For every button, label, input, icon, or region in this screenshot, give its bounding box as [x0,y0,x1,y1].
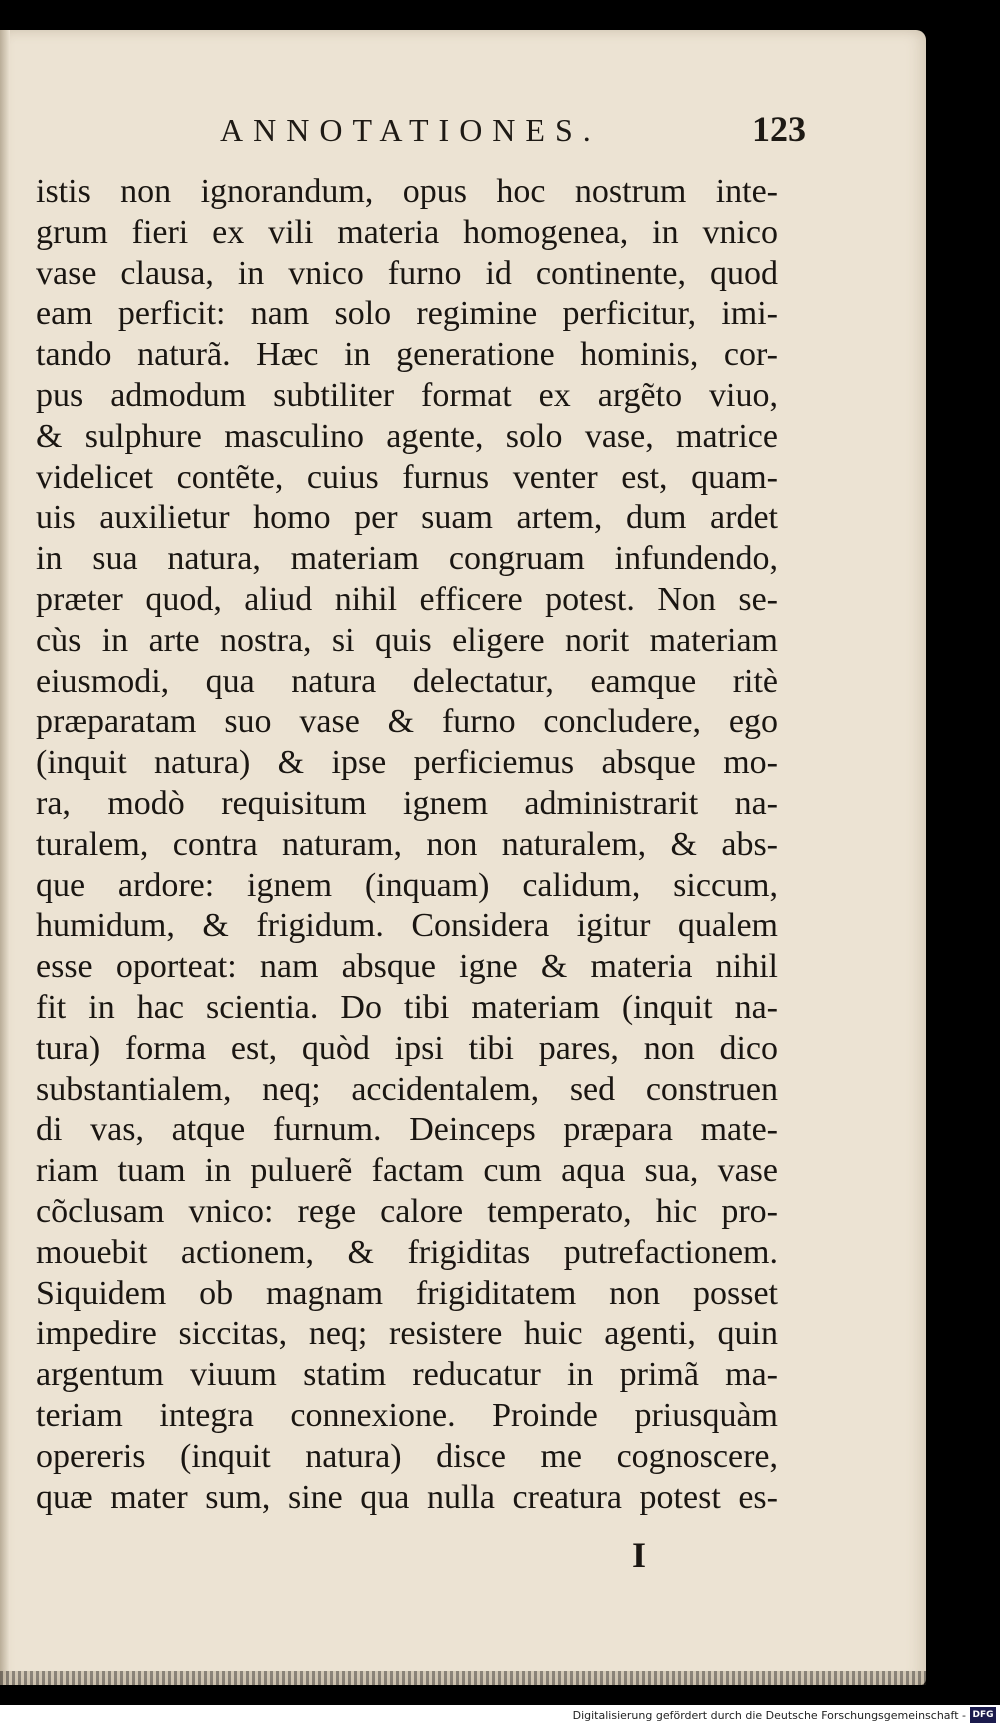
text-line: argentum viuum statim reducatur in primã ma- [36,1356,778,1394]
text-line: vase clausa, in vnico furno id continente, quod [36,254,778,292]
text-line: cõclusam vnico: rege calore temperato, hic pro- [36,1192,778,1230]
text-line: eiusmodi, qua natura delectatur, eamque ritè [36,662,778,700]
catchword: I [632,1535,647,1575]
text-line: opereris (inquit natura) disce me cognoscere, [36,1437,778,1475]
page-edge [0,1671,926,1685]
text-line: ra, modò requisitum ignem administrarit na- [36,784,778,822]
dfg-logo: DFG [970,1707,996,1723]
text-line: eam perficit: nam solo regimine perficitur, imi- [36,295,778,333]
page-header [0,109,926,172]
page-number: 123 [752,109,806,149]
text-line: præparatam suo vase & furno concludere, ego [36,703,778,741]
text-line: substantialem, neq; accidentalem, sed construen [36,1070,778,1108]
text-line: uis auxilietur homo per suam artem, dum ardet [36,499,778,537]
text-line: videlicet contẽte, cuius furnus venter est, quam- [36,458,778,496]
text-line: præter quod, aliud nihil efficere potest. Non se- [36,580,778,618]
text-line: (inquit natura) & ipse perficiemus absque mo- [36,744,778,782]
body-text [36,172,778,1518]
book-page [0,30,926,1685]
text-line: riam tuam in puluerẽ factam cum aqua sua, vase [36,1152,778,1190]
text-line: humidum, & frigidum. Considera igitur qualem [36,907,778,945]
text-line: Siquidem ob magnam frigiditatem non posset [36,1274,778,1312]
text-line: tura) forma est, quòd ipsi tibi pares, non dico [36,1029,778,1067]
text-line: mouebit actionem, & frigiditas putrefactionem. [36,1233,778,1271]
text-line: impedire siccitas, neq; resistere huic agenti, quin [36,1315,778,1353]
text-line: turalem, contra naturam, non naturalem, & abs- [36,825,778,863]
text-line: in sua natura, materiam congruam infundendo, [36,540,778,578]
text-line: tando naturã. Hæc in generatione hominis, cor- [36,336,778,374]
text-line: di vas, atque furnum. Deinceps præpara mate- [36,1111,778,1149]
text-line: cùs in arte nostra, si quis eligere norit materiam [36,621,778,659]
text-line: istis non ignorandum, opus hoc nostrum inte- [36,173,778,210]
text-line: que ardore: ignem (inquam) calidum, siccum, [36,866,778,904]
text-line: fit in hac scientia. Do tibi materiam (inquit na- [36,988,778,1026]
text-line: quæ mater sum, sine qua nulla creatura potest es- [36,1478,778,1516]
text-line: esse oporteat: nam absque igne & materia nihil [36,948,778,986]
text-line: teriam integra connexione. Proinde priusquàm [36,1396,778,1434]
page-gutter [0,30,10,1685]
text-line: grum fieri ex vili materia homogenea, in vnico [36,213,778,251]
digitization-credit: Digitalisierung gefördert durch die Deutsche Forschungsgemeinschaft - [572,1709,966,1722]
running-head: ANNOTATIONES. [220,112,601,148]
text-line: pus admodum subtiliter format ex argẽto viuo, [36,376,778,414]
text-line: & sulphure masculino agente, solo vase, matrice [36,417,778,455]
